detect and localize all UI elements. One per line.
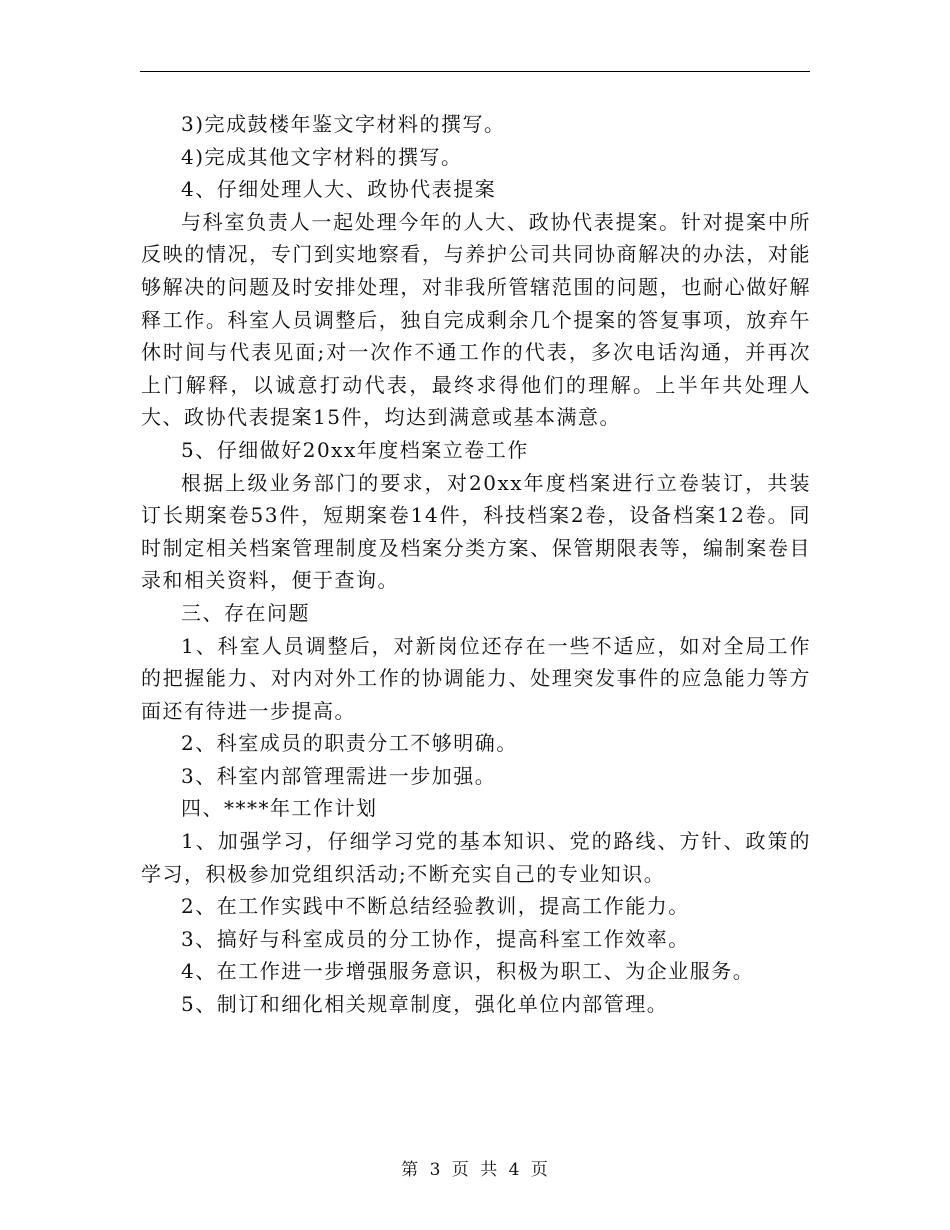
paragraph: 4、在工作进一步增强服务意识，积极为职工、为企业服务。 xyxy=(181,959,755,984)
document-body xyxy=(141,108,811,1021)
section-heading: 5、仔细做好20xx年度档案立卷工作 xyxy=(181,437,529,462)
paragraph: 5、制订和细化相关规章制度，强化单位内部管理。 xyxy=(181,992,669,1017)
section-heading: 4、仔细处理人大、政协代表提案 xyxy=(181,177,497,202)
paragraph: 2、科室成员的职责分工不够明确。 xyxy=(181,731,518,756)
section-heading: 四、****年工作计划 xyxy=(181,796,378,821)
paragraph: 与科室负责人一起处理今年的人大、政协代表提案。针对提案中所反映的情况，专门到实地察看，与养护公司共同协商解决的办法，对能够解决的问题及时安排处理，对非我所管辖范围的问题，也耐心做好解释工作。科室人员调整后，独自完成剩余几个提案的答复事项，放弃午休时间与代表见面;对一次作不通工作的代表，多次电话沟通，并再次上门解释，以诚意打动代表，最终求得他们的理解。上半年共处理人大、政协代表提案15件，均达到满意或基本满意。 xyxy=(141,209,811,430)
paragraph: 3、搞好与科室成员的分工协作，提高科室工作效率。 xyxy=(181,926,690,951)
paragraph: 根据上级业务部门的要求，对20xx年度档案进行立卷装订，共装订长期案卷53件，短期案卷14件，科技档案2卷，设备档案12卷。同时制定相关档案管理制度及档案分类方案、保管期限表等，编制案卷目录和相关资料，便于查询。 xyxy=(141,470,811,593)
paragraph: 1、加强学习，仔细学习党的基本知识、党的路线、方针、政策的学习，积极参加党组织活动;不断充实自己的专业知识。 xyxy=(141,829,811,886)
header-rule xyxy=(140,71,810,72)
paragraph: 3、科室内部管理需进一步加强。 xyxy=(181,763,497,788)
paragraph: 3)完成鼓楼年鉴文字材料的撰写。 xyxy=(181,112,506,136)
paragraph: 1、科室人员调整后，对新岗位还存在一些不适应，如对全局工作的把握能力、对内对外工作的协调能力、处理突发事件的应急能力等方面还有待进一步提高。 xyxy=(141,633,811,723)
section-heading: 三、存在问题 xyxy=(181,600,310,625)
paragraph: 2、在工作实践中不断总结经验教训，提高工作能力。 xyxy=(181,894,690,919)
page-number-footer: 第 3 页 共 4 页 xyxy=(401,1160,549,1180)
paragraph: 4)完成其他文字材料的撰写。 xyxy=(181,144,463,169)
